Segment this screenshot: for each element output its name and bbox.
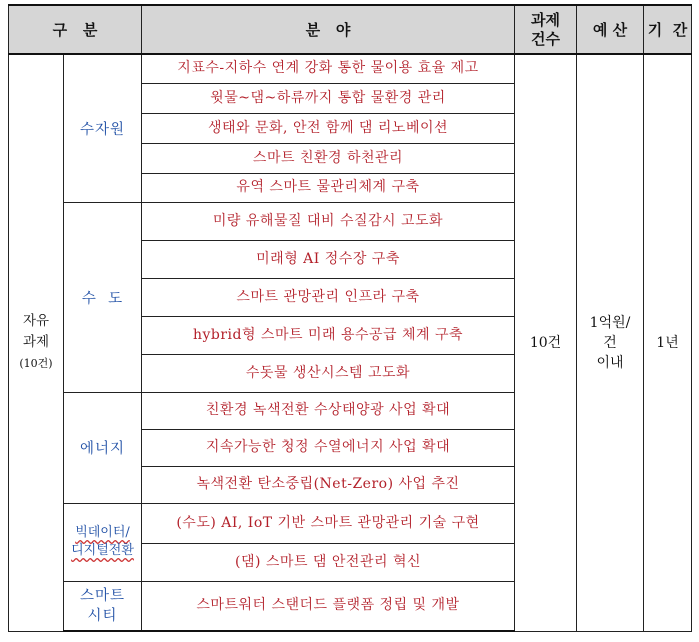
field-smart-city: [64, 581, 142, 631]
header-category: 구 분: [9, 5, 142, 54]
task-item: 스마트워터 스탠더드 플랫폼 정립 및 개발: [142, 581, 515, 631]
header-count-line-1: 과제: [531, 10, 560, 29]
period-value: 1년: [644, 54, 692, 631]
field-bigdata-digital: [64, 503, 142, 581]
header-budget: 예 산: [577, 5, 644, 54]
task-item: 미래형 AI 정수장 구축: [142, 240, 515, 278]
free-task-line-2: 과제: [22, 334, 50, 351]
task-item: 스마트 관망관리 인프라 구축: [142, 278, 515, 316]
header-period: 기 간: [644, 5, 692, 54]
table-row: [9, 54, 692, 83]
field-smart-city-line-1: 스마트: [79, 587, 126, 604]
task-item: (수도) AI, IoT 기반 스마트 관망관리 기술 구현: [142, 503, 515, 543]
task-item: 친환경 녹색전환 수상태양광 사업 확대: [142, 392, 515, 429]
free-task-label: [9, 54, 64, 631]
budget-line-3: 이내: [596, 354, 624, 371]
header-row: [9, 5, 692, 54]
task-item: 미량 유해물질 대비 수질감시 고도화: [142, 202, 515, 240]
task-item: (댐) 스마트 댐 안전관리 혁신: [142, 543, 515, 581]
budget-line-2: 건: [603, 334, 617, 351]
task-item: 윗물~댐~하류까지 통합 물환경 관리: [142, 83, 515, 113]
task-item: 지속가능한 청정 수열에너지 사업 확대: [142, 429, 515, 466]
free-task-line-3: (10건): [19, 357, 53, 371]
field-bigdata-line-1: 빅데이터/: [75, 525, 130, 540]
task-table: [8, 4, 692, 632]
header-count: [515, 5, 577, 54]
task-item: 지표수-지하수 연계 강화 통한 물이용 효율 제고: [142, 54, 515, 83]
field-smart-city-line-2: 시티: [87, 607, 118, 624]
field-water-resources: 수자원: [64, 54, 142, 202]
task-item: 수돗물 생산시스템 고도화: [142, 354, 515, 392]
field-energy: 에너지: [64, 392, 142, 503]
task-item: 생태와 문화, 안전 함께 댐 리노베이션: [142, 113, 515, 143]
task-item: 유역 스마트 물관리체계 구축: [142, 173, 515, 202]
budget-line-1: 1억원/: [589, 314, 631, 331]
header-field: 분 야: [142, 5, 515, 54]
budget-value: [577, 54, 644, 631]
field-water-supply: 수 도: [64, 202, 142, 392]
task-item: hybrid형 스마트 미래 용수공급 체계 구축: [142, 316, 515, 354]
task-item: 녹색전환 탄소중립(Net-Zero) 사업 추진: [142, 466, 515, 503]
header-count-line-2: 건수: [531, 29, 560, 48]
free-task-line-1: 자유: [22, 313, 50, 330]
field-bigdata-line-2: 디지털전환: [71, 543, 134, 558]
task-count: 10건: [515, 54, 577, 631]
task-item: 스마트 친환경 하천관리: [142, 143, 515, 173]
